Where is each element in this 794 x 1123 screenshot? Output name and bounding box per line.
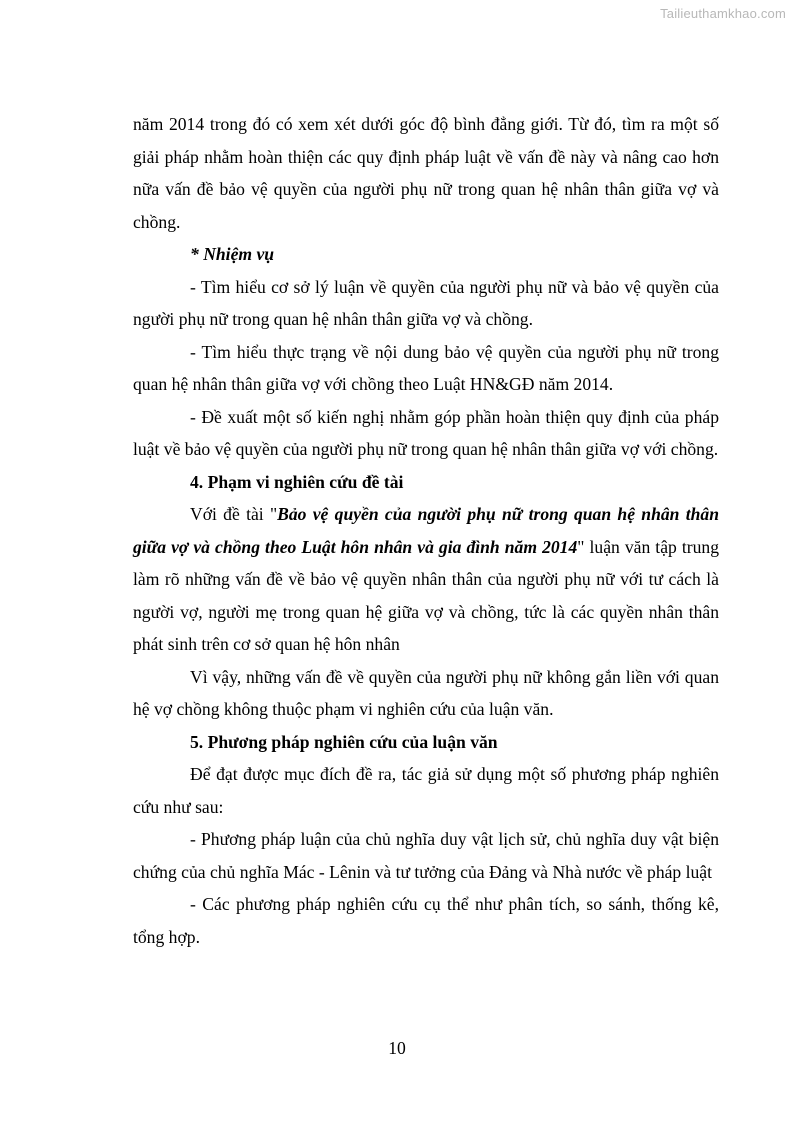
method-item-2: - Các phương pháp nghiên cứu cụ thể như phân tích, so sánh, thống kê, tổng hợp. [133,894,719,947]
section-5-heading: 5. Phương pháp nghiên cứu của luận văn [190,731,498,752]
section-4-heading: 4. Phạm vi nghiên cứu đề tài [190,471,404,492]
paragraph-intro-continuation: năm 2014 trong đó có xem xét dưới góc độ bình đẳng giới. Từ đó, tìm ra một số giải pháp nhằm hoàn thiện các quy định pháp luật về vấn đề này và nâng cao hơn nữa vấn đề bảo vệ quyền của người phụ nữ trong quan hệ nhân thân giữa vợ và chồng. [133,114,719,232]
page-number: 10 [388,1038,406,1058]
task-item-1: - Tìm hiểu cơ sở lý luận về quyền của người phụ nữ và bảo vệ quyền của người phụ nữ trong quan hệ nhân thân giữa vợ và chồng. [133,276,719,329]
section-5-paragraph-1: Để đạt được mục đích đề ra, tác giả sử dụng một số phương pháp nghiên cứu như sau: [133,764,719,817]
quote-suffix: " luận văn tập trung làm rõ những vấn đề về bảo vệ quyền nhân thân của người phụ nữ với tư cách là người vợ, người mẹ trong quan hệ giữa vợ và chồng, tức là các quyền nhân thân phát sinh trên cơ sở quan hệ hôn nhân [133,536,719,654]
document-body [133,108,719,953]
section-4-paragraph-2: Vì vậy, những vấn đề về quyền của người phụ nữ không gắn liền với quan hệ vợ chồng không thuộc phạm vi nghiên cứu của luận văn. [133,666,719,719]
section-4-paragraph-1 [133,498,719,661]
watermark-text: Tailieuthamkhao.com [660,6,786,21]
method-item-1: - Phương pháp luận của chủ nghĩa duy vật lịch sử, chủ nghĩa duy vật biện chứng của chủ nghĩa Mác - Lênin và tư tưởng của Đảng và Nhà nước về pháp luật [133,829,719,882]
quote-prefix: Với đề tài " [190,504,278,524]
thesis-title: Bảo vệ quyền của người phụ nữ trong quan hệ nhân thân giữa vợ và chồng theo Luật hôn nhân và gia đình năm 2014 [133,504,719,557]
nhiem-vu-heading: * Nhiệm vụ [190,244,275,264]
task-item-3: - Đề xuất một số kiến nghị nhằm góp phần hoàn thiện quy định của pháp luật về bảo vệ quyền của người phụ nữ trong quan hệ nhân thân giữa vợ với chồng. [133,406,719,459]
task-item-2: - Tìm hiểu thực trạng về nội dung bảo vệ quyền của người phụ nữ trong quan hệ nhân thân giữa vợ với chồng theo Luật HN&GĐ năm 2014. [133,341,719,394]
